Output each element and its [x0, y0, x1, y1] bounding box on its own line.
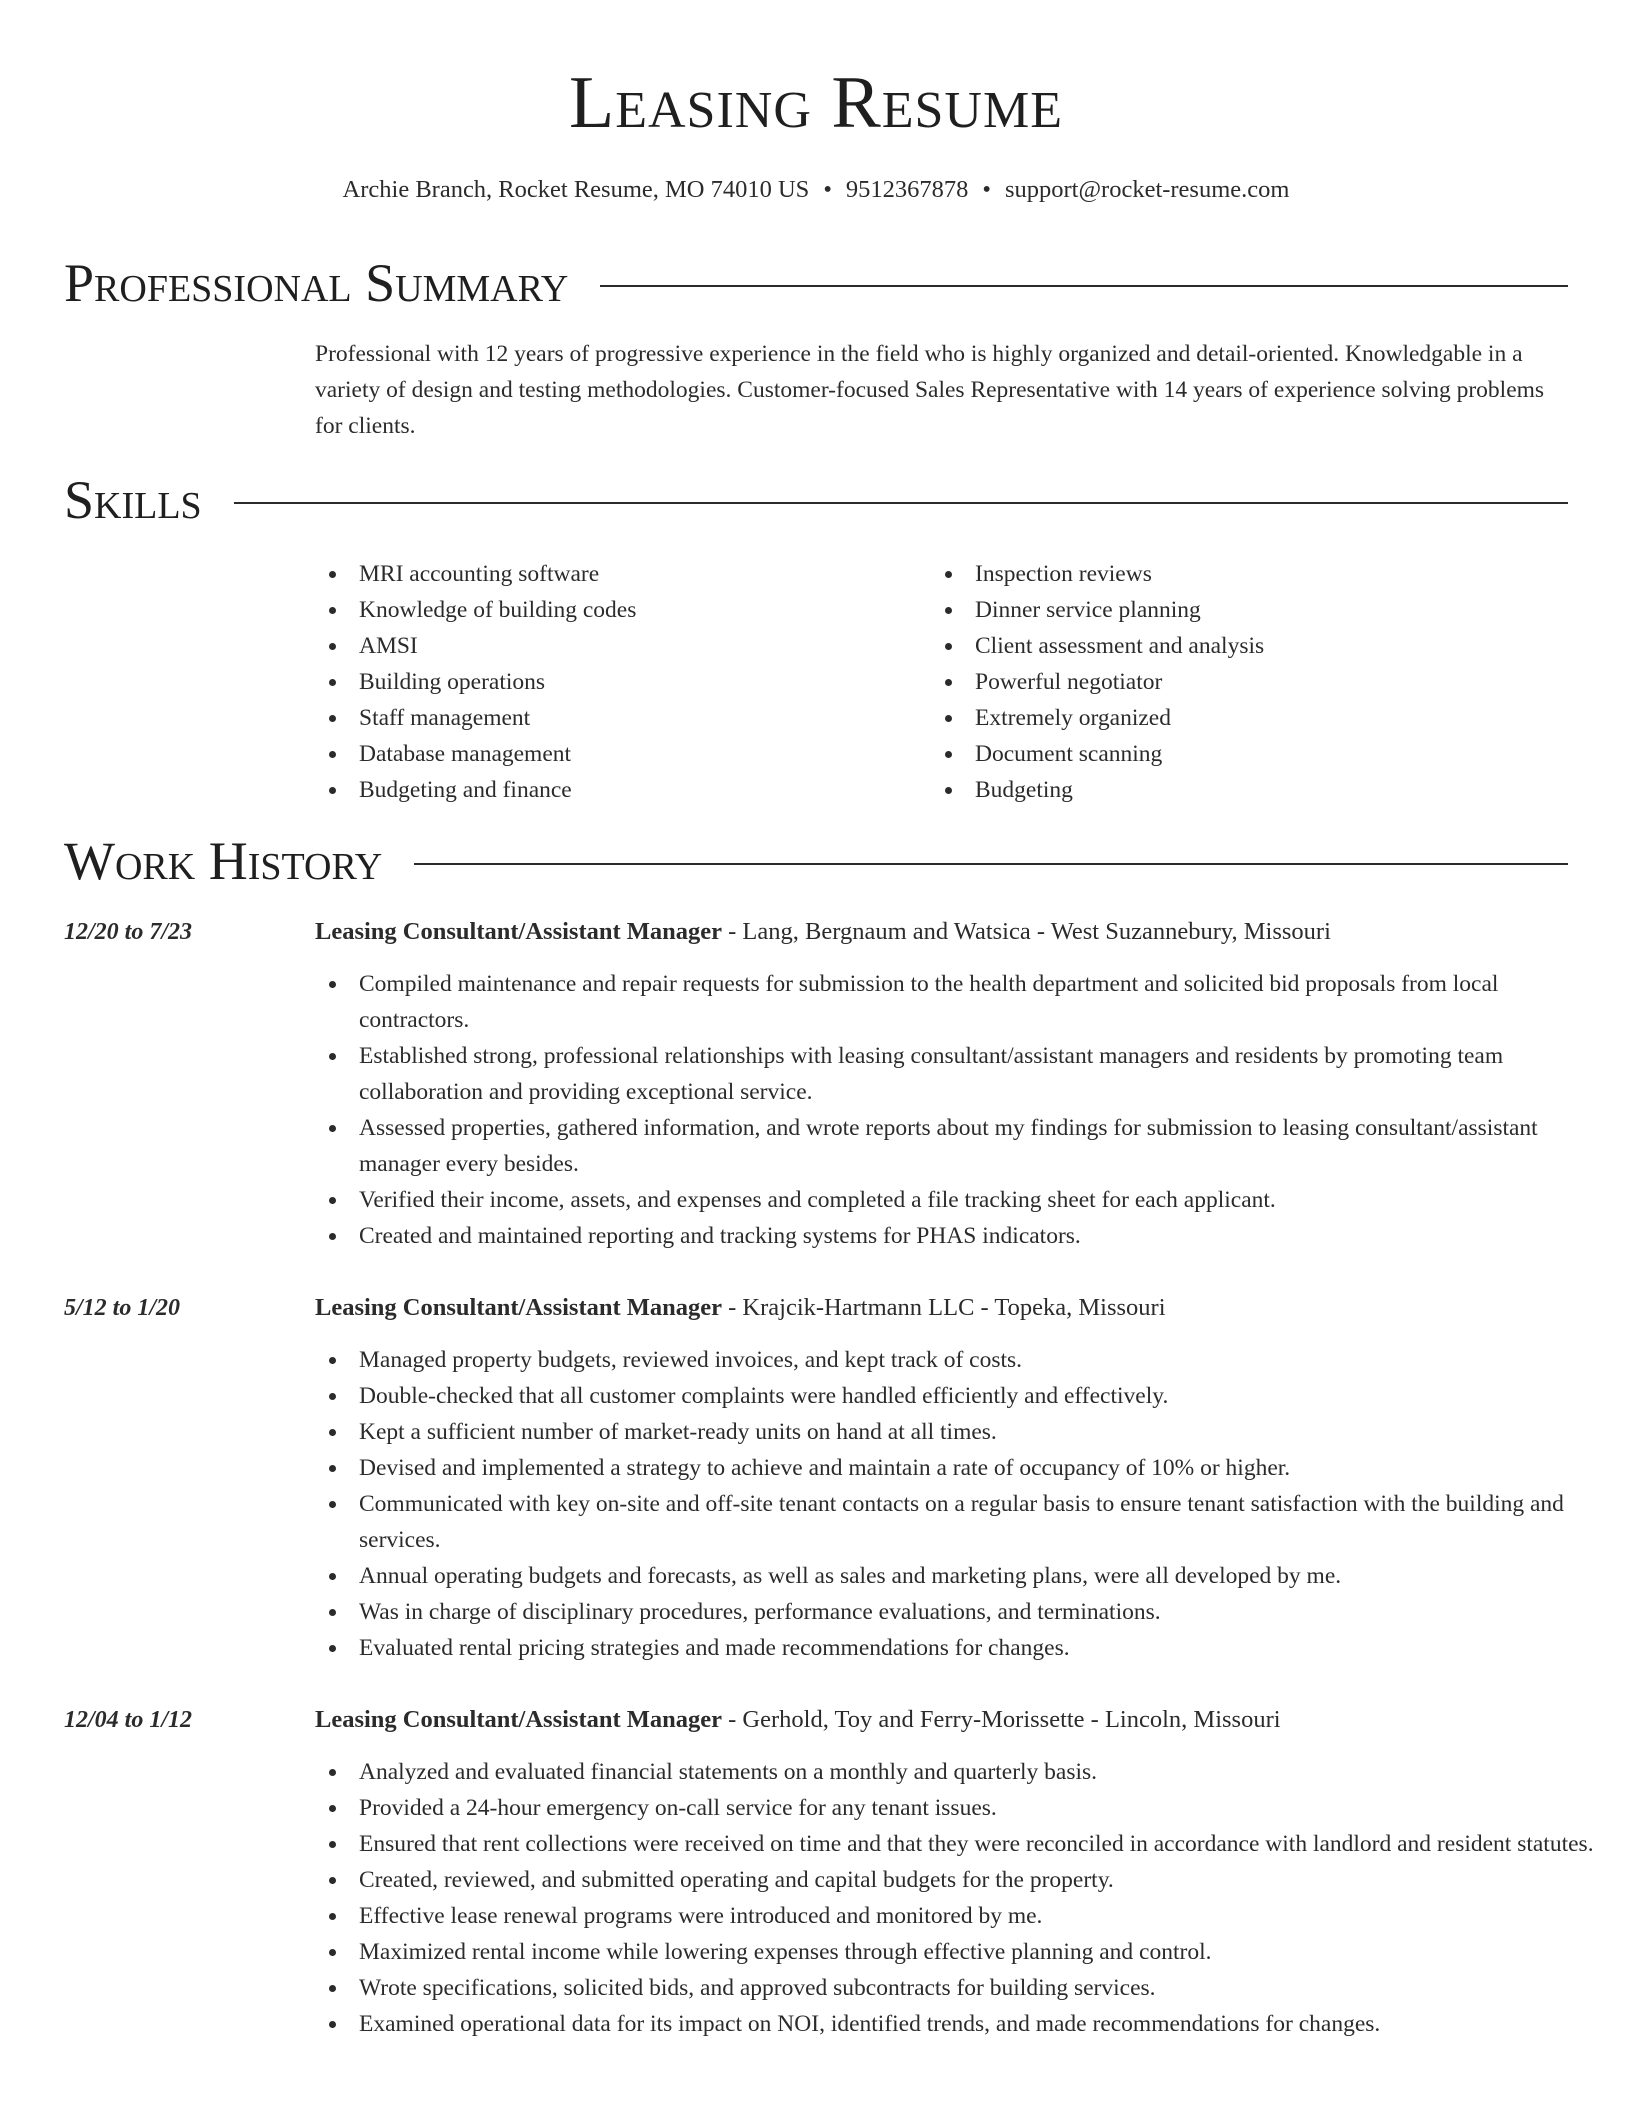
job-dates: 12/20 to 7/23 — [64, 919, 193, 945]
list-item: Evaluated rental pricing strategies and made recommendations for changes. — [315, 1630, 1605, 1666]
list-item: Wrote specifications, solicited bids, and approved subcontracts for building services. — [315, 1970, 1605, 2006]
list-item: Examined operational data for its impact on NOI, identified trends, and made recommendations for changes. — [315, 2006, 1605, 2042]
job-bullets — [315, 1342, 1605, 1666]
list-item: Analyzed and evaluated financial statements on a monthly and quarterly basis. — [315, 1754, 1605, 1790]
summary-text: Professional with 12 years of progressive experience in the field who is highly organized and detail-oriented. Knowledgable in a variety of design and testing methodologies. Customer-focused Sales Representative with 14 years of experience solving problems for clients. — [315, 341, 1545, 439]
skills-section-header — [64, 467, 1568, 533]
job-bullets — [315, 966, 1605, 1254]
list-item: Created and maintained reporting and tracking systems for PHAS indicators. — [315, 1218, 1605, 1254]
job-details: - Gerhold, Toy and Ferry-Morissette - Lincoln, Missouri — [722, 1706, 1281, 1733]
contact-line — [0, 172, 1632, 208]
list-item: Assessed properties, gathered information, and wrote reports about my findings for submission to leasing consultant/assistant manager every besides. — [315, 1110, 1605, 1182]
list-item: Maximized rental income while lowering expenses through effective planning and control. — [315, 1934, 1605, 1970]
list-item: Budgeting — [931, 772, 1531, 808]
section-divider — [234, 502, 1568, 504]
list-item: Staff management — [315, 700, 915, 736]
contact-separator: • — [982, 176, 991, 203]
job-bullets — [315, 1754, 1605, 2042]
list-item: MRI accounting software — [315, 556, 915, 592]
list-item: Effective lease renewal programs were introduced and monitored by me. — [315, 1898, 1605, 1934]
list-item: Database management — [315, 736, 915, 772]
job-headline — [315, 914, 1331, 950]
list-item: Devised and implemented a strategy to achieve and maintain a rate of occupancy of 10% or higher. — [315, 1450, 1605, 1486]
work-heading: Work History — [64, 831, 383, 891]
summary-section-header — [64, 250, 1568, 316]
job-headline — [315, 1290, 1166, 1326]
list-item: Communicated with key on-site and off-site tenant contacts on a regular basis to ensure tenant satisfaction with the building and services. — [315, 1486, 1605, 1558]
job-details: - Krajcik-Hartmann LLC - Topeka, Missouri — [722, 1294, 1166, 1321]
list-item: Building operations — [315, 664, 915, 700]
skills-list-right — [931, 556, 1531, 808]
list-item: Kept a sufficient number of market-ready units on hand at all times. — [315, 1414, 1605, 1450]
work-section-header — [64, 828, 1568, 894]
list-item: Created, reviewed, and submitted operating and capital budgets for the property. — [315, 1862, 1605, 1898]
section-divider — [414, 863, 1568, 865]
contact-address: Archie Branch, Rocket Resume, MO 74010 US — [342, 176, 810, 203]
job-role: Leasing Consultant/Assistant Manager — [315, 1706, 723, 1733]
resume-title: Leasing Resume — [569, 62, 1063, 144]
list-item: Budgeting and finance — [315, 772, 915, 808]
section-divider — [600, 285, 1568, 287]
list-item: Managed property budgets, reviewed invoices, and kept track of costs. — [315, 1342, 1605, 1378]
contact-separator: • — [823, 176, 832, 203]
list-item: Extremely organized — [931, 700, 1531, 736]
list-item: Document scanning — [931, 736, 1531, 772]
job-dates: 5/12 to 1/20 — [64, 1295, 181, 1321]
job-details: - Lang, Bergnaum and Watsica - West Suzannebury, Missouri — [722, 918, 1331, 945]
skills-heading: Skills — [64, 470, 202, 530]
list-item: Established strong, professional relationships with leasing consultant/assistant managers and residents by promoting team collaboration and providing exceptional service. — [315, 1038, 1605, 1110]
job-role: Leasing Consultant/Assistant Manager — [315, 918, 723, 945]
job-role: Leasing Consultant/Assistant Manager — [315, 1294, 723, 1321]
list-item: Double-checked that all customer complaints were handled efficiently and effectively. — [315, 1378, 1605, 1414]
list-item: Annual operating budgets and forecasts, as well as sales and marketing plans, were all developed by me. — [315, 1558, 1605, 1594]
skills-list-left — [315, 556, 915, 808]
list-item: Was in charge of disciplinary procedures, performance evaluations, and terminations. — [315, 1594, 1605, 1630]
summary-heading: Professional Summary — [64, 253, 569, 313]
list-item: Dinner service planning — [931, 592, 1531, 628]
list-item: Ensured that rent collections were received on time and that they were reconciled in accordance with landlord and resident statutes. — [315, 1826, 1605, 1862]
list-item: AMSI — [315, 628, 915, 664]
list-item: Provided a 24-hour emergency on-call service for any tenant issues. — [315, 1790, 1605, 1826]
list-item: Compiled maintenance and repair requests for submission to the health department and solicited bid proposals from local contractors. — [315, 966, 1605, 1038]
contact-email: support@rocket-resume.com — [1004, 176, 1290, 203]
list-item: Verified their income, assets, and expenses and completed a file tracking sheet for each applicant. — [315, 1182, 1605, 1218]
list-item: Inspection reviews — [931, 556, 1531, 592]
list-item: Client assessment and analysis — [931, 628, 1531, 664]
contact-phone: 9512367878 — [845, 176, 969, 203]
list-item: Powerful negotiator — [931, 664, 1531, 700]
list-item: Knowledge of building codes — [315, 592, 915, 628]
job-dates: 12/04 to 1/12 — [64, 1707, 193, 1733]
job-headline — [315, 1702, 1281, 1738]
